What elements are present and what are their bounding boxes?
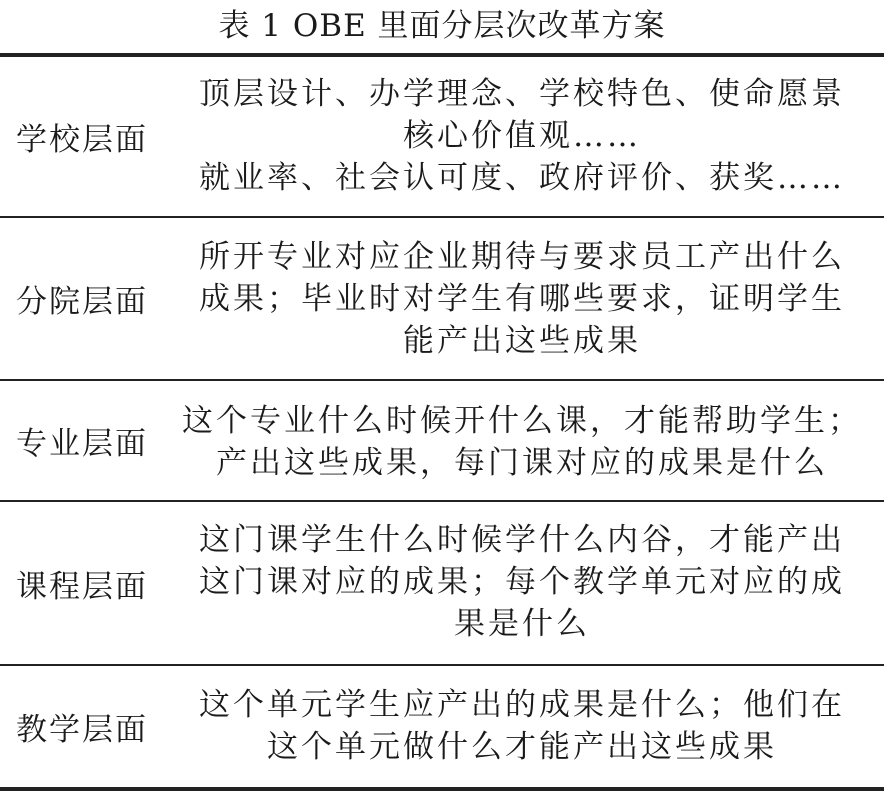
description-line: 这个单元学生应产出的成果是什么；他们在	[199, 687, 845, 723]
row-level-label: 课程层面	[16, 568, 148, 605]
row-level-label: 专业层面	[16, 426, 148, 462]
table-title: 表 1 OBE 里面分层次改革方案	[218, 8, 666, 44]
description-line: 这个专业什么时候开什么课，才能帮助学生；	[182, 403, 862, 439]
table-bottom-rule	[0, 787, 884, 791]
description-line: 这门课学生什么时候学什么内谷，才能产出	[199, 522, 845, 558]
description-line: 就业率、社会认可度、政府评价、获奖……	[199, 160, 845, 196]
row-description	[170, 519, 874, 645]
row-description	[170, 236, 874, 362]
description-line: 产出这些成果，每门课对应的成果是什么	[216, 445, 828, 481]
row-description	[170, 684, 874, 768]
description-line: 这个单元做什么才能产出这些成果	[267, 729, 777, 765]
row-level-label: 学校层面	[16, 122, 148, 158]
description-line: 能产出这些成果	[403, 323, 641, 359]
description-line: 核心价值观……	[403, 118, 641, 154]
description-line: 这门课对应的成果；每个教学单元对应的成	[199, 564, 845, 600]
row-level-label: 教学层面	[16, 712, 148, 748]
row-description	[170, 400, 874, 484]
description-line: 果是什么	[454, 606, 590, 642]
row-level-label: 分院层面	[16, 284, 148, 320]
row-description	[170, 73, 874, 199]
description-line: 成果；毕业时对学生有哪些要求，证明学生	[199, 281, 845, 317]
description-line: 所开专业对应企业期待与要求员工产出什么	[199, 239, 845, 275]
description-line: 顶层设计、办学理念、学校特色、使命愿景	[199, 76, 845, 112]
